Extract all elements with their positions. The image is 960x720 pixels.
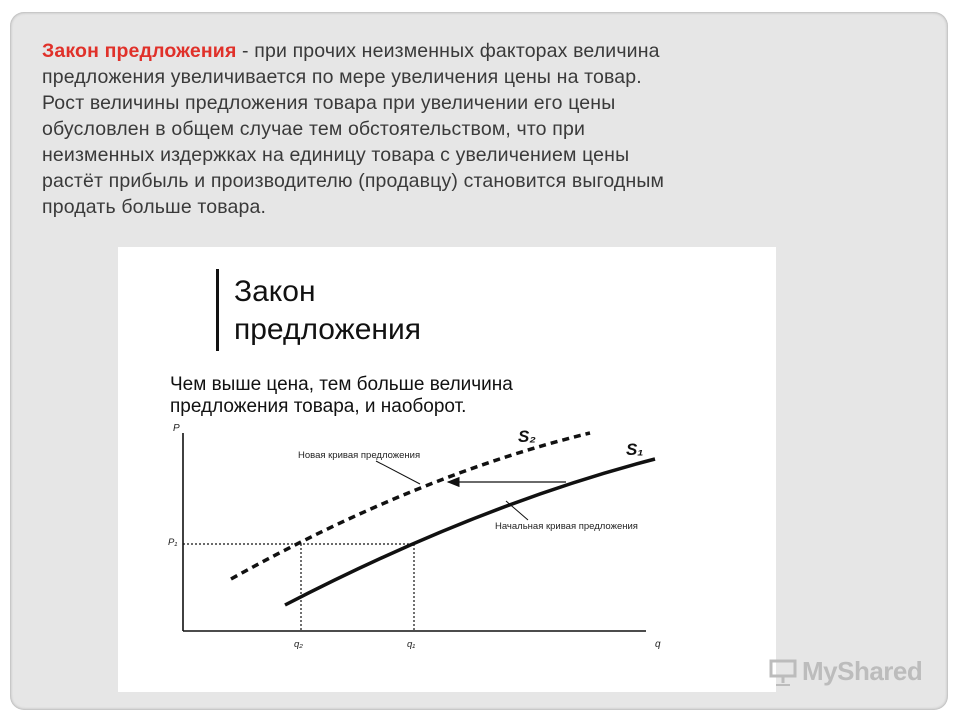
figure-subtitle-line-1: Чем выше цена, тем больше величина (170, 374, 513, 395)
term-highlight: Закон предложения (42, 40, 237, 62)
definition-line-5: неизменных издержках на единицу товара с увеличением цены (42, 144, 630, 166)
definition-line-6: растёт прибыль и производителю (продавцу) становится выгодным (42, 170, 665, 192)
supply-diagram (118, 247, 776, 692)
curve-s1 (285, 459, 655, 605)
definition-line-2: предложения увеличивается по мере увеличения цены на товар. (42, 66, 642, 88)
curve-s2-label: S₂ (518, 427, 536, 446)
definition-line-3: Рост величины предложения товара при увеличении его цены (42, 92, 616, 114)
figure-subtitle-line-2: предложения товара, и наоборот. (170, 396, 467, 417)
figure-title-line-1: Закон (234, 275, 316, 308)
x-axis-label: q (655, 639, 661, 650)
definition-text (42, 38, 902, 220)
new-curve-label: Новая кривая предложения (298, 450, 421, 461)
price-p1-label: P₁ (168, 537, 178, 548)
initial-curve-label: Начальная кривая предложения (495, 521, 638, 532)
supply-figure (118, 247, 776, 692)
q1-label: q₁ (407, 639, 416, 650)
definition-line-4: обусловлен в общем случае тем обстоятельством, что при (42, 118, 585, 140)
definition-line-7: продать больше товара. (42, 196, 267, 218)
new-curve-pointer (376, 461, 420, 484)
q2-label: q₂ (294, 639, 303, 650)
watermark-text: MyShared (802, 656, 923, 686)
presentation-board-icon (768, 658, 798, 686)
figure-title-line-2: предложения (234, 313, 421, 346)
definition-line-1: - при прочих неизменных факторах величина (236, 40, 660, 62)
curve-s1-label: S₁ (626, 440, 644, 459)
y-axis-label: P (173, 423, 180, 434)
